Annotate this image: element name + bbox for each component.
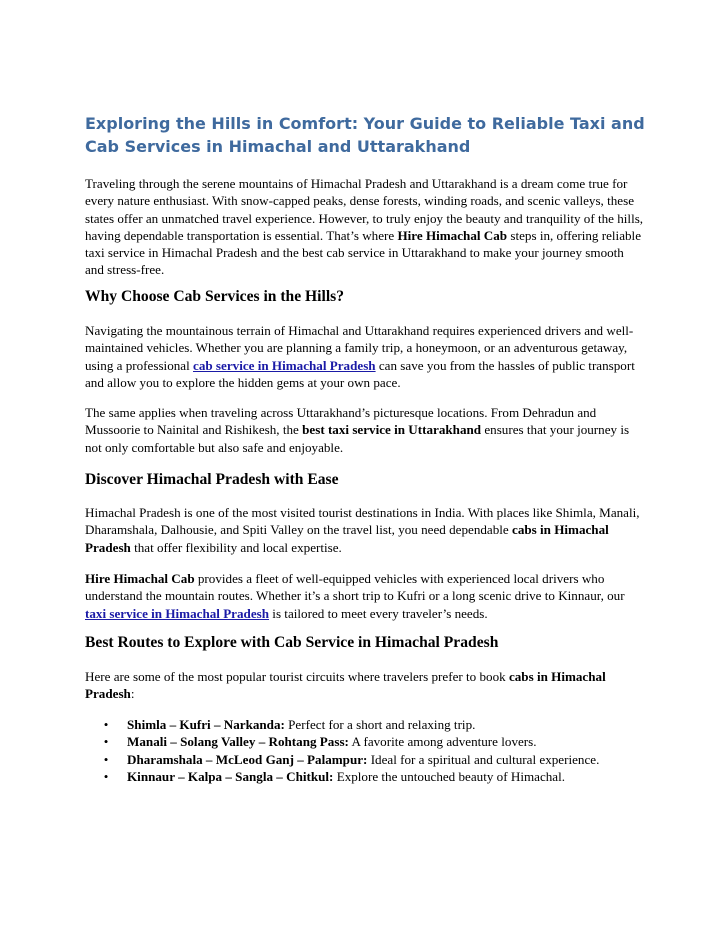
route-name: Shimla – Kufri – Narkanda: [127,717,285,732]
discover-text-2: that offer flexibility and local expertise. [130,539,342,555]
routes-intro-paragraph [85,668,645,703]
discover-paragraph-2 [85,570,645,622]
bullet-icon: • [103,768,109,784]
section-heading-why-choose: Why Choose Cab Services in the Hills? [85,288,345,305]
fleet-bold-brand: Hire Himachal Cab [85,571,195,586]
bullet-icon: • [103,717,109,732]
bullet-icon: • [103,734,109,750]
taxi-service-himachal-link[interactable]: taxi service in Himachal Pradesh [85,605,270,621]
why-choose-paragraph-2 [85,404,645,456]
route-name: Dharamshala – McLeod Ganj – Palampur: [127,751,368,767]
route-description: Explore the untouched beauty of Himachal. [333,768,566,784]
why-choose-text-2: can save you from the hassles of public transport and allow you to explore the hidden gems at your own pace. [85,357,635,390]
page-title: Exploring the Hills in Comfort: Your Guide to Reliable Taxi and Cab Services in Himachal and Uttarakhand [85,114,645,156]
route-description: A favorite among adventure lovers. [348,734,537,750]
list-item [85,733,645,750]
intro-bold-brand: Hire Himachal Cab [397,227,508,243]
routes-list [85,716,645,785]
why-choose-text-1: Navigating the mountainous terrain of Himachal and Uttarakhand requires experienced drivers and well-maintained vehicles. Whether you are planning a family trip, a honeymoon, or an adventurous getaway, using a professional [85,323,634,373]
cab-service-himachal-link[interactable]: cab service in Himachal Pradesh [193,357,376,373]
why-choose-paragraph-1 [85,322,645,391]
bullet-icon: • [103,751,109,767]
list-item [85,751,645,768]
route-description: Perfect for a short and relaxing trip. [284,717,476,732]
intro-text-2: steps in, offering reliable taxi service in Himachal Pradesh and the best cab service in Uttarakhand to make your journey smooth and stress-free. [85,227,642,278]
route-name: Manali – Solang Valley – Rohtang Pass: [127,734,349,750]
routes-intro-text-2: : [130,686,135,702]
discover-paragraph-1 [85,504,645,556]
route-description: Ideal for a spiritual and cultural experience. [367,751,600,767]
uttarakhand-text-1: The same applies when traveling across Uttarakhand’s picturesque locations. From Dehradun and Mussoorie to Nainital and Rishikesh, the [85,405,597,438]
uttarakhand-bold-phrase: best taxi service in Uttarakhand [302,422,482,438]
routes-intro-bold-phrase: cabs in Himachal Pradesh [85,669,606,702]
intro-paragraph [85,175,645,279]
discover-bold-phrase: cabs in Himachal Pradesh [85,522,609,555]
list-item [85,768,645,785]
fleet-text-2: is tailored to meet every traveler’s needs. [269,605,488,621]
uttarakhand-text-2: ensures that your journey is not only comfortable but also safe and enjoyable. [85,422,630,455]
routes-intro-text-1: Here are some of the most popular tourist circuits where travelers prefer to book [85,669,509,684]
section-heading-discover-himachal: Discover Himachal Pradesh with Ease [85,471,339,488]
discover-text-1: Himachal Pradesh is one of the most visited tourist destinations in India. With places like Shimla, Manali, Dharamshala, Dalhousie, and Spiti Valley on the travel list, you need dependable [85,505,640,538]
route-name: Kinnaur – Kalpa – Sangla – Chitkul: [127,768,334,784]
fleet-text-1: provides a fleet of well-equipped vehicles with experienced local drivers who understand the mountain routes. Whether it’s a short trip to Kufri or a long scenic drive to Kinnaur, our [85,571,625,604]
section-heading-best-routes: Best Routes to Explore with Cab Service in Himachal Pradesh [85,634,499,651]
intro-text-1: Traveling through the serene mountains of Himachal Pradesh and Uttarakhand is a dream come true for every nature enthusiast. With snow-capped peaks, dense forests, winding roads, and scenic valleys, these states offer an unmatched travel experience. However, to truly enjoy the beauty and tranquility of the hills, having dependable transportation is essential. That’s where [85,176,644,243]
list-item [85,716,645,733]
